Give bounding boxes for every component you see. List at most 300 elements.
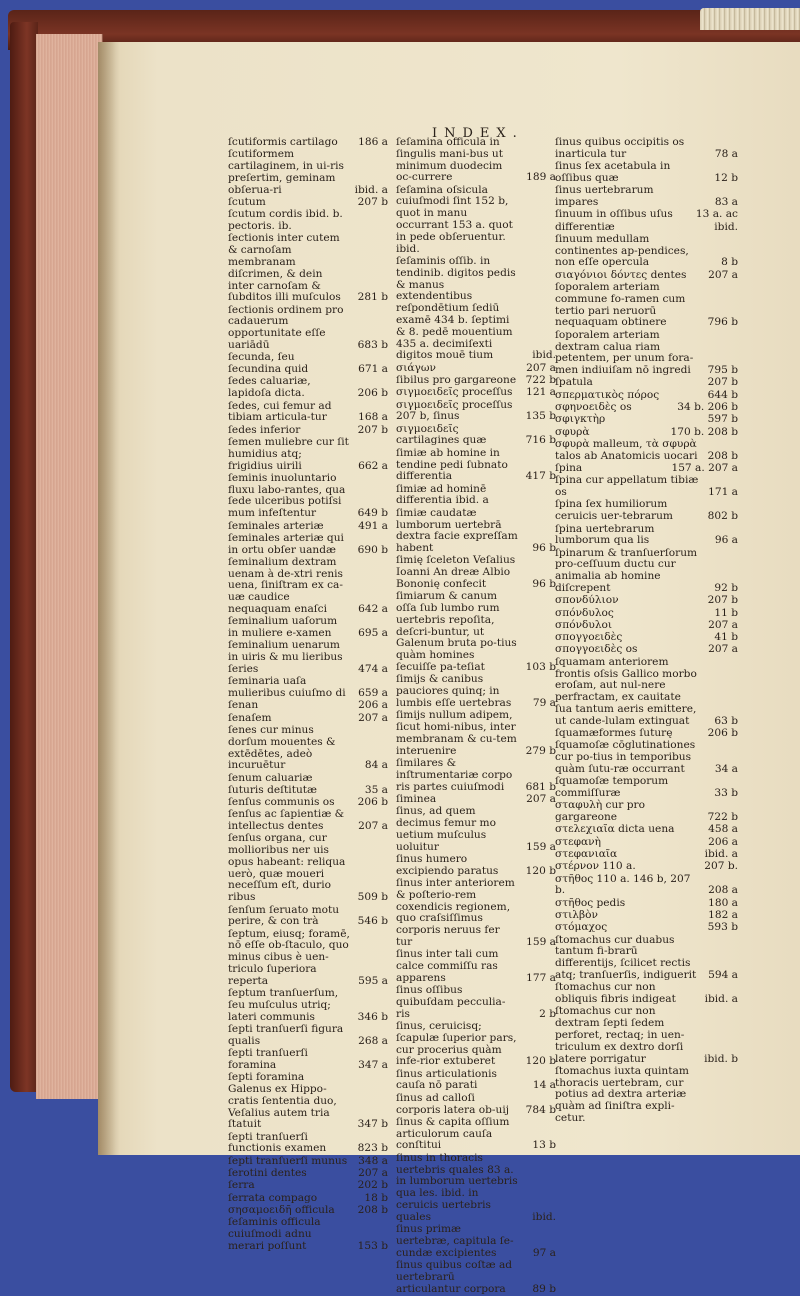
index-entry-term: ſiminea (396, 792, 437, 805)
index-entry-term: σφυρὰ malleum, τὰ σφυρὰ talos ab Anatomicis uocari (555, 437, 698, 462)
index-entry-reference: 84 a (364, 759, 388, 772)
index-entry-term: ſenan (228, 699, 259, 712)
index-entry (555, 595, 738, 607)
index-entry-term: ſpina (555, 462, 583, 475)
index-entry (555, 390, 738, 402)
index-entry-term: στεφανὴ (555, 835, 601, 848)
index-entry-term: differentiæ (555, 220, 615, 233)
index-entry-reference: 79 a (532, 696, 556, 709)
index-entry (555, 922, 738, 934)
index-entry (396, 1069, 556, 1093)
index-entry-term: ſimiæ ab homine in tendine pedi ſubnato differentia (396, 446, 508, 483)
index-entry-term: ſimiæ caudatæ lumborum uertebrā dextra facie expreſſam habent (396, 506, 518, 555)
gutter-shadow (98, 42, 120, 1155)
index-entry-reference: 170 b. 208 b (670, 425, 738, 438)
index-entry-term: ſinus humero excipiendo paratus (396, 852, 499, 877)
index-entry-reference: 11 b (714, 606, 738, 619)
index-entry-term: ſcutum cordis ibid. b. pectoris. ib. (228, 208, 343, 233)
index-entry (555, 874, 738, 898)
index-entry (555, 1066, 738, 1125)
index-entry (555, 837, 738, 849)
index-entry-term: σπόνδυλοι (555, 618, 613, 631)
index-entry-reference: 92 b (714, 581, 738, 594)
index-entry-term: στεφανιαῖα (555, 848, 618, 861)
index-entry (228, 1168, 388, 1180)
index-entry-reference: 716 b (525, 434, 556, 447)
index-entry (555, 282, 738, 329)
index-entry-reference: 597 b (707, 413, 738, 426)
index-entry-term: σιγμοειδεῖς proceſſus (396, 386, 513, 399)
index-entry-reference: 695 a (358, 627, 388, 640)
index-entry-term: ſeptum, eiusq; foramē, nō eſſe ob-ſtaculo, quo minus cibus è uen-triculo ſuperiora reperta (228, 927, 350, 987)
index-entry (555, 548, 738, 595)
index-entry-term: ſinus primæ uertebræ, capitula ſe-cundæ excipientes (396, 1223, 514, 1259)
index-entry-reference: 8 b (721, 256, 738, 269)
index-entry (228, 197, 388, 209)
index-entry (555, 427, 738, 439)
index-entry-term: ſpina uertebrarum lumborum qua lis (555, 522, 655, 547)
index-entry-reference: 206 b (707, 727, 738, 740)
index-entry-reference: 207 a (358, 1167, 388, 1180)
index-entry (396, 1260, 556, 1295)
index-entry-term: σφηνοειδὲς os (555, 401, 632, 414)
index-entry (228, 137, 388, 149)
index-entry (555, 898, 738, 910)
index-entry-term: σησαμοειδῆ officula (228, 1203, 335, 1216)
index-entry-term: σφυρὰ (555, 425, 590, 438)
index-entry (396, 137, 556, 184)
index-entry (555, 439, 738, 463)
index-entry (396, 949, 556, 984)
index-entry-reference: 13 a. ac (695, 208, 738, 221)
index-entry-term: σιγμοειδεῖς cartilagines quæ (396, 422, 487, 447)
index-entry-term: ſerrata compago (228, 1191, 318, 1204)
index-entry (396, 185, 556, 256)
index-entry-reference: 509 b (357, 891, 388, 904)
index-entry-term: ſinus inter anteriorem & poſterio-rem coxendicis regionem, quo craſsiſſimus corporis neruus fer tur (396, 876, 515, 948)
index-entry-reference: 281 b (357, 291, 388, 304)
index-entry (228, 725, 388, 772)
index-entry (555, 377, 738, 389)
index-entry (555, 463, 738, 475)
index-entry-term: ſtomachus cur non obliquis fibris indigeat (555, 981, 676, 1006)
index-entry (228, 1048, 388, 1072)
index-entry-reference: 546 b (357, 915, 388, 928)
index-entry (555, 209, 738, 221)
index-entry-reference: ibid. a (354, 183, 388, 196)
index-entry-reference: 207 b (357, 195, 388, 208)
index-entry-reference: 12 b (714, 171, 738, 184)
index-entry-reference: 96 a (714, 534, 738, 547)
index-entry-reference: 63 b (714, 714, 738, 727)
index-entry (396, 508, 556, 555)
index-entry-reference: 34 a (714, 762, 738, 775)
index-entry-reference: 103 b (525, 661, 556, 674)
index-entry-reference: 34 b. 206 b (677, 401, 738, 414)
index-entry (555, 657, 738, 728)
index-entry-reference: 796 b (707, 316, 738, 329)
index-entry-term: ſibilus pro gargareone (396, 373, 517, 386)
index-entry-reference: ibid. a (704, 993, 738, 1006)
index-entry (396, 448, 556, 483)
index-entry (555, 910, 738, 922)
index-entry (396, 794, 556, 806)
index-entry (228, 1072, 388, 1131)
index-entry (228, 557, 388, 616)
index-entry (228, 929, 388, 988)
index-entry-term: σταφυλὴ cur pro gargareone (555, 799, 645, 824)
index-entry (555, 414, 738, 426)
index-entry (555, 524, 738, 548)
index-entry-reference: 83 a (714, 195, 738, 208)
index-entry-reference: 13 b (532, 1139, 556, 1152)
index-entry (555, 499, 738, 523)
index-entry (228, 809, 388, 833)
index-entry-reference: 207 b (707, 594, 738, 607)
index-entry (396, 1093, 556, 1117)
index-entry (555, 1006, 738, 1065)
index-entry-reference: ibid. (532, 349, 556, 362)
index-entry-reference: 207 a (358, 711, 388, 724)
index-entry (555, 161, 738, 185)
index-entry-reference: 14 a (532, 1079, 556, 1092)
index-entry-reference: 795 b (707, 364, 738, 377)
index-entry-reference: 722 b (707, 811, 738, 824)
index-entry-term: ſerra (228, 1179, 255, 1192)
index-entry-term: ſquamoſæ temporum commiſſuræ (555, 775, 669, 800)
index-entry-reference: 491 a (358, 519, 388, 532)
index-entry-term: στῆθος pedis (555, 896, 626, 909)
index-entry (396, 375, 556, 387)
index-entry-term: ſpina ſex humiliorum ceruicis uer-tebrarum (555, 498, 673, 523)
index-entry-reference: 206 a (358, 699, 388, 712)
index-entry-reference: 120 b (525, 1055, 556, 1068)
index-entry-reference: ibid. (714, 220, 738, 233)
index-entry-reference: 458 a (708, 823, 738, 836)
index-entry (555, 824, 738, 836)
index-entry (396, 674, 556, 709)
index-entry-reference: 207 a (358, 819, 388, 832)
index-entry-reference: 642 a (358, 603, 388, 616)
index-entry-term: ſcutiformem cartilaginem, in ui-ris preſertim, geminam obſerua-ri (228, 148, 344, 196)
index-entry-reference: 346 b (357, 1010, 388, 1023)
index-entry (555, 935, 738, 982)
index-entry-term: ſtomachus cur duabus tantum fi-brarū differentijs, ſcilicet rectis atq; tranſuerſis, indiguerit (555, 933, 697, 981)
index-entry (396, 591, 556, 674)
index-entry (228, 1156, 388, 1168)
index-entry-reference: 206 a (708, 835, 738, 848)
index-entry-reference: 89 b (532, 1282, 556, 1295)
index-entry (228, 305, 388, 352)
index-entry-term: ſemen muliebre cur ſit humidius atq; frigidius uirili (228, 435, 349, 472)
index-entry-term: ſinus oſſibus quibuſdam pecculia-ris (396, 984, 506, 1020)
index-entry-reference: 159 a (526, 840, 556, 853)
index-entry (396, 1117, 556, 1152)
index-entry-term: ſeminales arteriæ (228, 519, 324, 532)
index-entry-reference: 159 a (526, 935, 556, 948)
index-entry-reference: 823 b (357, 1142, 388, 1155)
index-entry-term: ſenes cur minus dorſum mouentes & extēdētes, adeò incuruētur (228, 724, 336, 772)
index-entry-reference: 474 a (358, 663, 388, 676)
index-entry-reference: 671 a (358, 363, 388, 376)
index-entry-term: ſcutum (228, 195, 266, 208)
index-entry (228, 676, 388, 700)
index-entry-reference: 208 b (357, 1203, 388, 1216)
index-entry-term: ſectionis inter cutem & carnoſam membranam diſcrimen, & dein inter carnoſam & ſubditos illi muſculos (228, 232, 341, 304)
index-entry-term: ſenſus organa, cur mollioribus ner uis opus habeant: reliqua uerò, quæ moueri neceſſum eſt, durio ribus (228, 832, 346, 904)
index-entry-term: ſedes caluariæ, lapidoſa dicta. (228, 375, 311, 400)
index-entry (555, 185, 738, 209)
index-entry-reference: 96 b (532, 542, 556, 555)
index-entry (228, 797, 388, 809)
index-entry-reference: ibid. b (704, 1052, 738, 1065)
index-entry (228, 1180, 388, 1192)
index-entry-reference: ibid. a (704, 848, 738, 861)
index-entry (555, 728, 738, 740)
index-entry-reference: 135 b (525, 410, 556, 423)
index-entry-reference: 649 b (357, 507, 388, 520)
index-entry-term: ſpinarum & tranſuerſorum pro-ceſſuum ductu cur animalia ab homine diſcrepent (555, 546, 698, 594)
index-entry-term: ſinus quibus occipitis os inarticula tur (555, 136, 685, 160)
index-entry-reference: 41 b (714, 631, 738, 644)
index-entry (228, 233, 388, 304)
index-entry-reference: 186 a (358, 136, 388, 148)
index-entry-term: ſimiarum & canum oſſa ſub lumbo rum uertebris repoſita, deſcri-buntur, ut Galenum bruta po-tius quàm homines ſecuiſſe pa-teſiat (396, 590, 517, 674)
index-entry (396, 1153, 556, 1224)
index-entry-reference: 722 b (525, 373, 556, 386)
index-entry-reference: 97 a (532, 1246, 556, 1259)
index-entry-term: σιγμοειδεῖς proceſſus 207 b, ſinus (396, 398, 513, 423)
index-entry-term: ſenſum ſeruato motu perire, & con trà (228, 903, 340, 928)
index-entry-reference: 683 b (357, 339, 388, 352)
index-entry-reference: 784 b (525, 1103, 556, 1116)
index-entry-term: ſinuum medullam continentes ap-pendices, non eſſe opercula (555, 232, 689, 269)
index-entry-reference: 207 a (708, 268, 738, 281)
index-entry-term: ſeminalium uenarum in uiris & mu lieribus ſeries (228, 639, 343, 676)
index-entry (555, 849, 738, 861)
index-entry (396, 387, 556, 399)
index-entry-term: ſinus articulationis cauſa nō parati (396, 1067, 497, 1092)
index-entry-term: ſeptum tranſuerſum, ſeu muſculus utriq; lateri communis (228, 987, 339, 1023)
index-entry-term: ſenſus communis os (228, 795, 335, 808)
index-entry (396, 400, 556, 424)
index-entry-reference: 659 a (358, 687, 388, 700)
index-entry-term: ſimilares & inſtrumentariæ corpo ris partes cuiuſmodi (396, 756, 513, 793)
index-entry (555, 270, 738, 282)
index-entry-term: ſedes, cui femur ad tibiam articula-tur (228, 399, 332, 424)
index-column-3 (555, 137, 738, 1125)
index-entry (228, 1024, 388, 1048)
index-entry (396, 424, 556, 448)
index-entry-term: ſinus uertebrarum impares (555, 184, 654, 208)
index-entry-reference: 153 b (357, 1239, 388, 1252)
index-entry (555, 330, 738, 377)
index-entry-reference: 206 b (357, 387, 388, 400)
index-entry-reference: 347 a (358, 1058, 388, 1071)
index-entry-term: σπογγοειδὲς os (555, 643, 638, 656)
index-entry-term: ſquamoſæ cōglutinationes cur po-tius in temporibus quàm ſutu-ræ occurrant (555, 739, 696, 775)
index-entry (555, 222, 738, 234)
index-entry-reference: 202 b (357, 1179, 388, 1192)
index-entry-term: ſeminaria uaſa mulieribus cuiuſmo di (228, 675, 346, 700)
index-entry (228, 209, 388, 233)
index-entry (228, 713, 388, 725)
index-entry (228, 473, 388, 520)
index-entry-reference: 207 a (708, 643, 738, 656)
index-entry-term: στιλβὸν (555, 909, 598, 921)
page-header: INDEX. (432, 126, 524, 141)
index-entry (555, 620, 738, 632)
index-entry (228, 1205, 388, 1217)
index-entry-term: ſenſus ac ſapientiæ & intellectus dentes (228, 808, 345, 832)
index-entry-term: ſenum caluariæ ſuturis deſtitutæ (228, 771, 317, 796)
index-entry-term: σπονδύλιον (555, 594, 619, 607)
index-entry (396, 985, 556, 1020)
index-entry-term: ſinus ſex acetabula in oſſibus quæ (555, 160, 671, 184)
index-entry-reference: 121 a (526, 386, 556, 399)
index-entry-reference: 120 b (525, 864, 556, 877)
index-entry-term: ſimiæ ad hominē differentia ibid. a (396, 482, 489, 507)
index-entry-term: ſinus ad calloſi corporis latera ob-uij (396, 1091, 510, 1116)
index-entry-term: ſerotini dentes (228, 1167, 307, 1180)
index-entry-term: ſinus, ad quem decimus femur mo uetium muſculus uoluitur (396, 805, 496, 853)
index-entry-term: ſinus quibus coſtæ ad uertebrarū articulantur corpora (396, 1258, 513, 1295)
index-entry-term: στελεχιαῖα dicta uena (555, 823, 675, 836)
index-entry-term: ſeſamina oſsicula cuiuſmodi ſint 152 b, quot in manu occurrant 153 a. quot in pede obſeruentur. ibid. (396, 183, 513, 255)
index-entry-reference: 594 a (708, 968, 738, 981)
index-entry (228, 533, 388, 557)
index-entry-term: ſcutiformis cartilago (228, 136, 338, 148)
index-entry (228, 1217, 388, 1252)
index-entry (396, 854, 556, 878)
index-entry-reference: 802 b (707, 510, 738, 523)
index-entry (555, 608, 738, 620)
book-headband (700, 8, 800, 30)
index-entry-term: ſenaſem (228, 711, 272, 724)
index-entry-term: σπόνδυλος (555, 606, 614, 619)
index-entry-term: ſeminis inuoluntario fluxu labo-rantes, qua ſede ulceribus potiſsi mum infeſtentur (228, 471, 346, 520)
index-entry (396, 1224, 556, 1259)
index-entry-term: ſinus, ceruicisq; ſcapulæ ſuperior pars, cur procerius quàm infe-rior extuberet (396, 1019, 517, 1068)
index-entry-term: ſepti tranſuerſi munus (228, 1154, 348, 1167)
index-entry-term: ſquamam anteriorem frontis oſsis Gallico morbo eroſam, aut nul-nere perfractam, ex cauitate ſua tantum aeris emittere, ut cande-lulam extinguat (555, 655, 697, 727)
index-entry-reference: 208 b (707, 449, 738, 462)
index-entry-term: ſinuum in oſſibus uſus (555, 208, 673, 221)
index-entry-term: σιαγόνιοι δόντες dentes (555, 268, 687, 281)
index-entry-term: ſoporalem arteriam commune fo-ramen cum tertio pari neruorū nequaquam obtinere (555, 281, 686, 329)
index-entry (228, 640, 388, 675)
index-entry-term: ſeſaminis officula cuiuſmodi adnu merari poſſunt (228, 1216, 321, 1252)
index-entry (396, 1021, 556, 1068)
index-entry-term: σφιγκτὴρ (555, 413, 606, 426)
index-entry (555, 632, 738, 644)
index-entry-reference: 268 a (358, 1034, 388, 1047)
index-entry-term: στέρνον 110 a. (555, 860, 636, 873)
index-entry (228, 833, 388, 904)
index-entry-reference: 690 b (357, 543, 388, 556)
index-entry-term: ſtomachus cur non dextram ſepti ſedem perforet, rectaq; in uen-triculum ex dextro dorſi latere porrigatur (555, 1005, 685, 1065)
index-entry-reference: 78 a (714, 147, 738, 160)
index-entry (228, 401, 388, 425)
index-entry (228, 1132, 388, 1156)
index-entry (228, 1193, 388, 1205)
index-entry-reference: 279 b (525, 744, 556, 757)
index-entry-term: ſinus & capita oſſium articulorum cauſa conſtitui (396, 1115, 510, 1152)
index-entry (396, 484, 556, 508)
index-entry-term: ſedes inferior (228, 423, 301, 436)
index-entry-term: ſquamæformes ſuturę (555, 727, 673, 740)
index-entry-term: στῆθος 110 a. 146 b, 207 b. (555, 872, 691, 897)
index-entry (555, 234, 738, 269)
index-entry-reference: 182 a (708, 909, 738, 921)
index-entry (555, 137, 738, 161)
index-entry-term: ſpina cur appellatum tibiæ os (555, 474, 699, 499)
index-entry-term: ſimię ſceleton Veſalius Ioanni An dreæ Albio Bononię confecit (396, 554, 516, 590)
index-entry-reference: 207 a (526, 361, 556, 374)
index-entry-term: ſinus inter tali cum calce commiſſu ras apparens (396, 948, 499, 984)
index-entry (228, 352, 388, 376)
book-spine-edge (10, 22, 38, 1092)
index-column-1 (228, 137, 388, 1253)
index-entry (396, 363, 556, 375)
index-entry (396, 555, 556, 590)
index-entry-reference: 33 b (714, 787, 738, 800)
index-entry-reference: 207 b (357, 423, 388, 436)
index-entry (228, 149, 388, 196)
index-entry-reference: 206 b (357, 795, 388, 808)
index-entry-term: σιάγων (396, 361, 436, 374)
index-entry-reference: 417 b (525, 470, 556, 483)
index-entry (228, 376, 388, 400)
index-entry-reference: 662 a (358, 459, 388, 472)
index-entry (555, 740, 738, 775)
index-entry-term: ſpatula (555, 376, 593, 389)
index-entry-reference: 207 b (707, 376, 738, 389)
index-entry (555, 776, 738, 800)
index-entry-term: ſeſamina officula in ſingulis mani-bus ut minimum duodecim oc-currere (396, 136, 503, 184)
index-entry-term: ſtomachus iuxta quintam thoracis uertebram, cur potius ad dextra arteriæ quàm ad ſiniſtra expli-cetur. (555, 1064, 689, 1125)
index-entry-reference: 168 a (358, 411, 388, 424)
index-entry-reference: 644 b (707, 388, 738, 401)
index-entry-term: σπερματικὸς πόρος (555, 388, 660, 401)
index-entry-term: ſepti tranſuerſi foramina (228, 1047, 308, 1071)
index-entry-reference: ibid. (532, 1210, 556, 1223)
index-entry-reference: 207 a (708, 618, 738, 631)
index-entry-reference: 35 a (364, 783, 388, 796)
index-entry-term: ſeminalium dextram uenam à de-xtri renis uena, ſiniſtram ex ca-uæ caudice nequaquam enaſci (228, 555, 343, 616)
index-entry (228, 905, 388, 929)
index-entry-reference: 595 a (358, 974, 388, 987)
index-entry (555, 644, 738, 656)
index-entry (228, 521, 388, 533)
index-entry-reference: 593 b (707, 921, 738, 934)
index-entry-reference: 171 a (708, 486, 738, 499)
index-entry-reference: 2 b (539, 1007, 556, 1020)
index-entry (396, 806, 556, 853)
index-entry-term: ſepti tranſuerſi functionis examen (228, 1130, 327, 1155)
index-entry-reference: 348 a (358, 1154, 388, 1167)
index-entry-reference: 189 a (526, 171, 556, 184)
index-entry-reference: 208 a (708, 884, 738, 897)
index-entry (228, 616, 388, 640)
index-entry-term: ſimijs & canibus pauciores quinq; in lumbis eſſe uertebras (396, 673, 512, 709)
index-entry (396, 256, 556, 362)
index-entry-term: ſectionis ordinem pro cadauerum opportunitate eſſe uariādū (228, 303, 344, 352)
index-entry-term: στόμαχος (555, 921, 608, 934)
page-block-edge (36, 34, 103, 1099)
index-entry (396, 710, 556, 757)
index-entry-term: ſimijs nullum adipem, ſicut homi-nibus, inter membranam & cu-tem interuenire (396, 709, 517, 757)
